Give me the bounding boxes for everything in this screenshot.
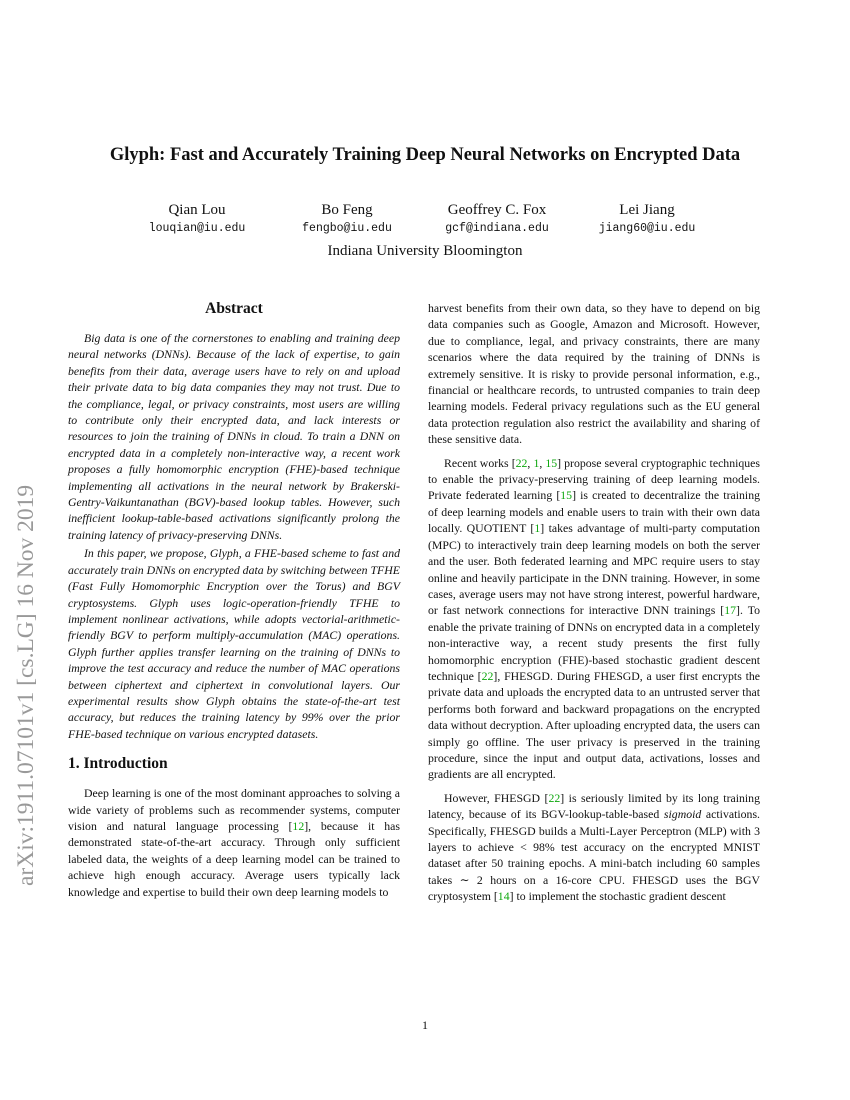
author-name: Lei Jiang [619, 202, 675, 218]
citation-link[interactable]: 1 [533, 455, 540, 470]
section-heading-introduction: 1. Introduction [68, 755, 168, 773]
author-name: Bo Feng [321, 202, 373, 218]
author-block [572, 200, 722, 238]
citation-link[interactable]: 22 [481, 668, 494, 683]
intro-paragraph: Deep learning is one of the most dominant approaches to solving a wide variety of problems such as recommender systems, computer vision and natural language processing [12], because it has demonstrated state-of-the-art accuracy. Through only sufficient labeled data, the weights of a deep learning model can be trained to achieve high enough accuracy. Average users typically lack knowledge and expertise to build their own deep learning models to [68, 786, 400, 899]
left-column [68, 295, 400, 900]
author-email: gcf@indiana.edu [445, 222, 549, 235]
citation-link[interactable]: 22 [548, 790, 561, 805]
author-email: fengbo@iu.edu [302, 222, 392, 235]
abstract-paragraph: In this paper, we propose, Glyph, a FHE-based scheme to fast and accurately train DNNs on encrypted data by switching between TFHE (Fast Fully Homomorphic Encryption over the Torus) and BGV cryptosystems. Glyph uses logic-operation-friendly TFHE to implement nonlinear activations, while adopts vectorial-arithmetic-friendly BGV to perform multiply-accumulation (MAC) operations. Glyph further applies transfer learning on the training of DNNs to improve the test accuracy and reduce the number of MAC operations between ciphertext and ciphertext in convolutional layers. Our experimental results show Glyph obtains the state-of-the-art test accuracy, but reduces the training latency by 99% over the prior FHE-based technique on various encrypted datasets. [68, 546, 400, 741]
body-paragraph: However, FHESGD [22] is seriously limited by its long training latency, because of its BGV-lookup-table-based sigmoid activations. Specifically, FHESGD builds a Multi-Layer Perceptron (MLP) with 3 layers to achieve < 98% test accuracy on the encrypted MNIST dataset after 50 training epochs. A mini-batch including 60 samples takes ∼ 2 hours on a 16-core CPU. FHESGD uses the BGV cryptosystem [14] to implement the stochastic gradient descent [428, 790, 760, 904]
emphasis-text: sigmoid [663, 807, 702, 822]
right-column [428, 300, 760, 905]
citation-link[interactable]: 15 [560, 488, 573, 503]
author-email: jiang60@iu.edu [598, 222, 696, 235]
citation-link[interactable]: 15 [545, 455, 558, 470]
author-email: louqian@iu.edu [148, 222, 246, 235]
citation-link[interactable]: 17 [724, 603, 737, 618]
abstract-body [68, 330, 400, 742]
page-number: 1 [422, 1018, 428, 1032]
paper-title: Glyph: Fast and Accurately Training Deep Neural Networks on Encrypted Data [109, 145, 741, 165]
citation-link[interactable]: 22 [515, 455, 528, 470]
citation-link[interactable]: 14 [497, 889, 510, 904]
author-name: Geoffrey C. Fox [447, 202, 547, 218]
affiliation: Indiana University Bloomington [327, 243, 523, 259]
arxiv-identifier-stamp: arXiv:1911.07101v1 [cs.LG] 16 Nov 2019 [13, 484, 39, 886]
abstract-heading: Abstract [205, 300, 263, 317]
author-block [272, 200, 422, 238]
author-block [122, 200, 272, 238]
citation-link[interactable]: 1 [534, 521, 541, 536]
author-name: Qian Lou [168, 202, 226, 218]
body-paragraph: Recent works [22, 1, 15] propose several cryptographic techniques to enable the privacy-preserving training of deep learning models. Private federated learning [15] is created to decentralize the training of deep learning models and enable users to train with their own data locally. QUOTIENT [1] takes advantage of multi-party computation (MPC) to interactively train deep learning models on both the server and the user. Both federated learning and MPC require users to stay online and heavily participate in the DNN training. However, in some cases, average users may not have strong interest, powerful hardware, or fast network connections for interactive DNN trainings [17]. To enable the private training of DNNs on encrypted data in a completely non-interactive way, a recent study presents the first fully homomorphic encryption (FHE)-based stochastic gradient descent technique [22], FHESGD. During FHESGD, a user first encrypts the private data and uploads the encrypted data to an untrusted server that performs both forward and backward propagations on the encrypted data without decryption. After uploading encrypted data, the users can simply go offline. The user privacy is preserved in the training procedure, since the input and output data, activations, losses and gradients are all encrypted. [428, 455, 761, 782]
citation-link[interactable]: 12 [292, 818, 305, 833]
body-paragraph: harvest benefits from their own data, so they have to depend on big data companies such as Google, Amazon and Microsoft. However, due to compliance, legal, and privacy constraints, there are many scenarios where the data required by the training of DNNs is extremely sensitive. It is risky to provide personal information, e.g., financial or healthcare records, to untrusted companies to train deep learning models. Federal privacy regulations such as the EU general data protection regulation also restrict the availability and sharing of these sensitive data. [428, 301, 760, 447]
author-block [422, 200, 572, 238]
author-list [122, 200, 722, 238]
abstract-paragraph: Big data is one of the cornerstones to enabling and training deep neural networks (DNNs). Because of the lack of expertise, to gain benefits from their data, average users have to rely on and upload their private data to big data companies they may not trust. Due to the compliance, legal, or privacy constraints, most users are willing to contribute only their encrypted data, and lack interests or resources to join the training of DNNs in cloud. To train a DNN on encrypted data in a completely non-interactive way, a recent work proposes a fully homomorphic encryption (FHE)-based technique implementing all activations in the neural network by Brakerski-Gentry-Vaikuntanathan (BGV)-based lookup tables. However, such inefficient lookup-table-based activations significantly prolong the training latency of privacy-preserving DNNs. [68, 331, 400, 542]
